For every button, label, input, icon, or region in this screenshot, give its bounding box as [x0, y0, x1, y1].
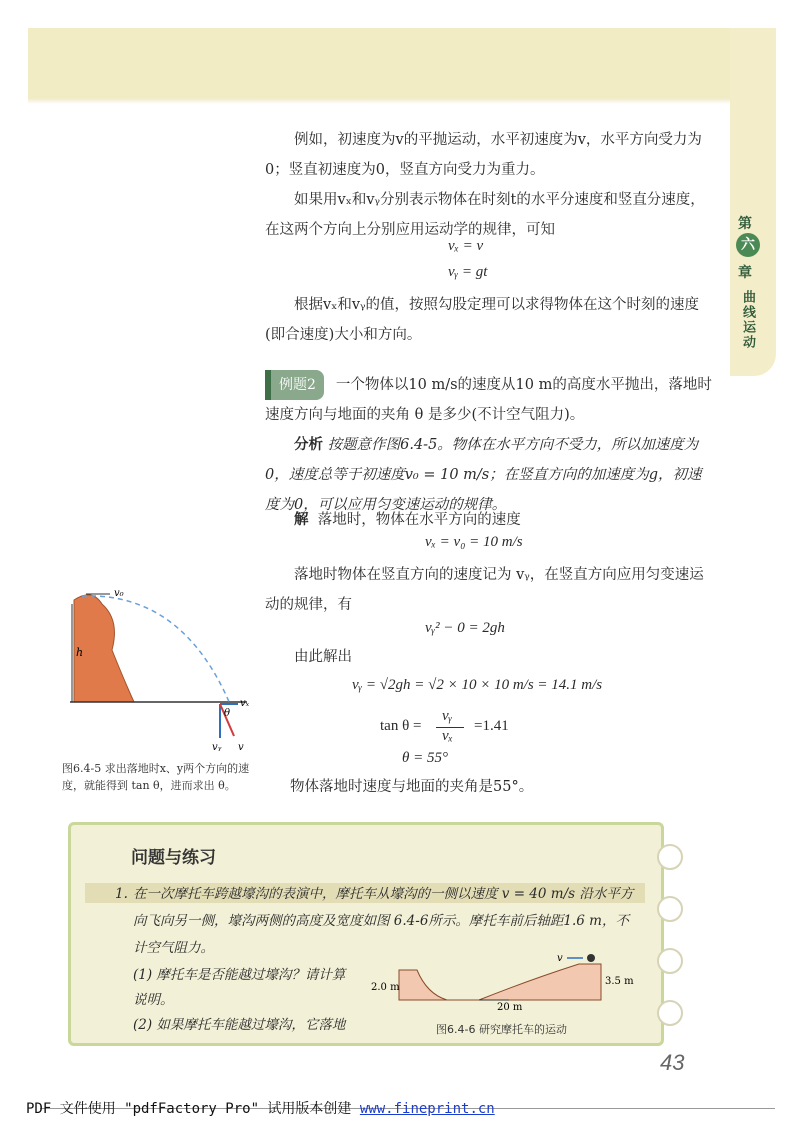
chapter-number-badge: 六	[736, 233, 760, 257]
chapter-label-top: 第	[738, 216, 752, 232]
label-vx: vₓ	[240, 698, 250, 709]
exercise-box	[68, 822, 664, 1046]
moat-figure	[369, 950, 639, 1016]
label-theta: θ	[224, 708, 231, 719]
moat-label-h1: 2.0 m	[371, 982, 400, 993]
chapter-side-tab	[730, 28, 776, 376]
paragraph-1: 例如，初速度为v的平抛运动，水平初速度为v，水平方向受力为0；竖直初速度为0，竖直方向受力为重力。	[265, 132, 702, 178]
solution-equation-5: θ = 55°	[402, 750, 448, 766]
ring-icon	[657, 844, 683, 870]
moat-label-w: 20 m	[497, 1002, 523, 1013]
moat-terrain	[399, 964, 601, 1000]
solution-line-1	[265, 505, 715, 535]
solution-equation-3: vᵧ = √2gh = √2 × 10 × 10 m/s = 14.1 m/s	[352, 677, 603, 693]
top-header-band	[28, 28, 748, 98]
question-1-sub-1b: 说明。	[133, 992, 174, 1008]
analysis-label: 分析	[294, 436, 323, 453]
header-fade	[28, 98, 748, 104]
conclusion: 物体落地时速度与地面的夹角是55°。	[290, 779, 534, 795]
analysis-text: 按题意作图6.4-5。物体在水平方向不受力，所以加速度为0，速度总等于初速度v₀ = 10 m/s；在竖直方向的加速度为g，初速度为0，可以应用匀变速运动的规律。	[265, 437, 702, 513]
question-1-line-3: 计空气阻力。	[133, 940, 214, 956]
question-1-line-1: 在一次摩托车跨越壕沟的表演中，摩托车从壕沟的一侧以速度 v = 40 m/s 沿水平方	[133, 886, 634, 902]
label-vy: vᵧ	[212, 742, 222, 753]
equation-vy: vᵧ = gt	[448, 264, 488, 280]
paragraph-3: 根据vₓ和vᵧ的值，按照勾股定理可以求得物体在这个时刻的速度(即合速度)大小和方向。	[265, 297, 699, 343]
label-v0: v₀	[114, 588, 124, 599]
solution-label: 解	[294, 511, 309, 528]
ring-icon	[657, 948, 683, 974]
footer	[26, 1098, 495, 1118]
page-number: 43	[660, 1050, 685, 1075]
exercise-title: 问题与练习	[131, 848, 216, 868]
question-1-number: 1.	[115, 886, 128, 902]
solution-text-2: 落地时物体在竖直方向的速度记为 vᵧ，在竖直方向应用匀变速运动的规律，有	[265, 567, 704, 613]
solution-equation-2: vᵧ² − 0 = 2gh	[425, 620, 505, 636]
figure-6-4-5-caption: 图6.4-5 求出落地时x、y两个方向的速度，就能得到 tan θ，进而求出 θ。	[62, 762, 250, 792]
paragraph-2: 如果用vₓ和vᵧ分别表示物体在时刻t的水平分速度和竖直分速度，在这两个方向上分别应用运动学的规律，可知	[265, 192, 705, 238]
chapter-title: 曲线运动	[740, 290, 755, 350]
question-1-sub-1a: (1) 摩托车是否能越过壕沟？请计算	[133, 967, 346, 983]
equation-vx: vₓ = v	[448, 238, 484, 254]
ring-icon	[657, 896, 683, 922]
solution-text-3: 由此解出	[294, 649, 352, 665]
moat-label-v: v	[557, 953, 563, 964]
footer-text: PDF 文件使用 "pdfFactory Pro" 试用版本创建	[26, 1101, 360, 1117]
figure-6-4-6-caption: 图6.4-6 研究摩托车的运动	[436, 1023, 567, 1036]
question-1-sub-2: (2) 如果摩托车能越过壕沟，它落地	[133, 1017, 346, 1033]
projectile-figure	[62, 580, 262, 755]
motorcycle-icon	[587, 954, 595, 962]
solution-text-1: 落地时，物体在水平方向的速度	[317, 512, 521, 528]
solution-equation-1: vₓ = v₀ = 10 m/s	[425, 534, 523, 550]
ring-icon	[657, 1000, 683, 1026]
question-1-line-2: 向飞向另一侧，壕沟两侧的高度及宽度如图 6.4-6所示。摩托车前后轴距1.6 m，不	[133, 913, 629, 929]
moat-label-h2: 3.5 m	[605, 976, 634, 987]
label-h: h	[76, 646, 84, 659]
label-v: v	[238, 742, 244, 753]
chapter-label-bottom: 章	[738, 265, 752, 281]
example-badge: 例题2	[265, 370, 324, 400]
example-problem	[265, 370, 715, 430]
binder-rings	[657, 844, 683, 1052]
example-problem-text: 一个物体以10 m/s的速度从10 m的高度水平抛出，落地时速度方向与地面的夹角 θ 是多少(不计空气阻力)。	[265, 377, 712, 423]
footer-link[interactable]: www.fineprint.cn	[359, 1101, 495, 1117]
